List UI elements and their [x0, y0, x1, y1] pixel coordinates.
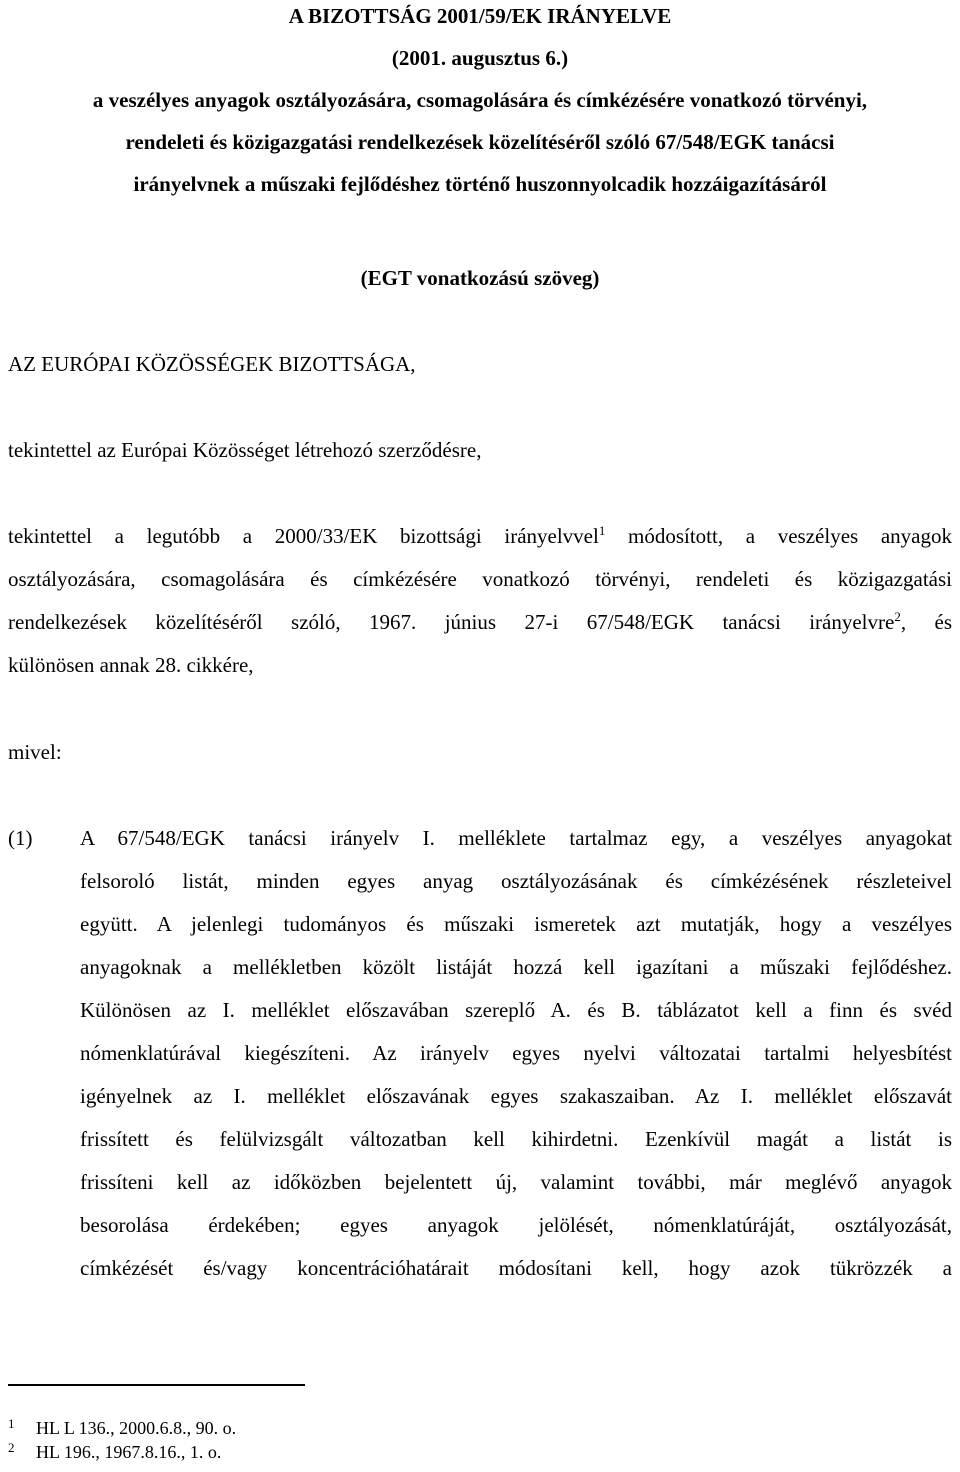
footnote-1: 1 HL L 136., 2000.6.8., 90. o.	[8, 1416, 237, 1438]
paragraph-line: besorolása érdekében; egyes anyagok jelölését, nómenklatúráját, osztályozását,	[80, 1213, 952, 1237]
footnote-ref-2[interactable]: 2	[894, 609, 901, 624]
paragraph-number: (1)	[8, 826, 33, 850]
footnote-ref-1[interactable]: 1	[598, 523, 606, 538]
recital-directive-line-1	[8, 522, 952, 550]
paragraph-line: A 67/548/EGK tanácsi irányelv I. melléklete tartalmaz egy, a veszélyes anyagokat	[80, 826, 952, 850]
recital-text: rendelkezések közelítéséről szóló, 1967. június 27-i 67/548/EGK tanácsi irányelvre	[8, 610, 895, 634]
recital-text: módosított, a veszélyes anyagok	[605, 524, 953, 548]
paragraph-line: nómenklatúrával kiegészíteni. Az irányelv egyes nyelvi változatai tartalmi helyesbítést	[80, 1041, 952, 1065]
directive-subject-line-3: irányelvnek a műszaki fejlődéshez történő huszonnyolcadik hozzáigazításáról	[133, 172, 827, 196]
paragraph-line: Különösen az I. melléklet előszavában szereplő A. és B. táblázatot kell a finn és svéd	[80, 998, 952, 1022]
whereas-heading: mivel:	[8, 740, 62, 764]
recital-text: , és	[900, 610, 952, 634]
directive-subject-line-1: a veszélyes anyagok osztályozására, csomagolására és címkézésére vonatkozó törvényi,	[92, 88, 868, 112]
paragraph-line: anyagoknak a mellékletben közölt listáját hozzá kell igazítani a műszaki fejlődéshez.	[80, 955, 952, 979]
footnote-text: HL 196., 1967.8.16., 1. o.	[36, 1442, 222, 1462]
directive-subject-line-2: rendeleti és közigazgatási rendelkezések közelítéséről szóló 67/548/EGK tanácsi	[125, 130, 835, 154]
paragraph-line: igényelnek az I. melléklet előszavának egyes szakaszaiban. Az I. melléklet előszavát	[80, 1084, 952, 1108]
paragraph-line: felsoroló listát, minden egyes anyag osztályozásának és címkézésének részleteivel	[80, 869, 952, 893]
recital-treaty: tekintettel az Európai Közösséget létrehozó szerződésre,	[8, 438, 482, 462]
recital-directive-line-2: osztályozására, csomagolására és címkézésére vonatkozó törvényi, rendeleti és közigazgatási	[8, 567, 952, 591]
paragraph-line: frissíteni kell az időközben bejelentett új, valamint további, már meglévő anyagok	[80, 1170, 952, 1194]
recital-directive-line-3	[8, 608, 952, 636]
recital-directive-line-4: különösen annak 28. cikkére,	[8, 653, 254, 677]
footnote-text: HL L 136., 2000.6.8., 90. o.	[36, 1418, 237, 1438]
paragraph-line: címkézését és/vagy koncentrációhatárait módosítani kell, hogy azok tükrözzék a	[80, 1256, 952, 1280]
footnote-2: 2 HL 196., 1967.8.16., 1. o.	[8, 1440, 222, 1462]
directive-date: (2001. augusztus 6.)	[391, 46, 569, 70]
paragraph-line: frissített és felülvizsgált változatban kell kihirdetni. Ezenkívül magát a listát is	[80, 1127, 952, 1151]
footnote-separator	[8, 1384, 305, 1386]
directive-title: A BIZOTTSÁG 2001/59/EK IRÁNYELVE	[288, 4, 672, 28]
institution-heading: AZ EURÓPAI KÖZÖSSÉGEK BIZOTTSÁGA,	[8, 352, 416, 376]
paragraph-line: együtt. A jelenlegi tudományos és műszaki ismeretek azt mutatják, hogy a veszélyes	[80, 912, 952, 936]
eea-relevance-note: (EGT vonatkozású szöveg)	[360, 266, 600, 290]
recital-text: tekintettel a legutóbb a 2000/33/EK bizottsági irányelvvel	[8, 524, 599, 548]
